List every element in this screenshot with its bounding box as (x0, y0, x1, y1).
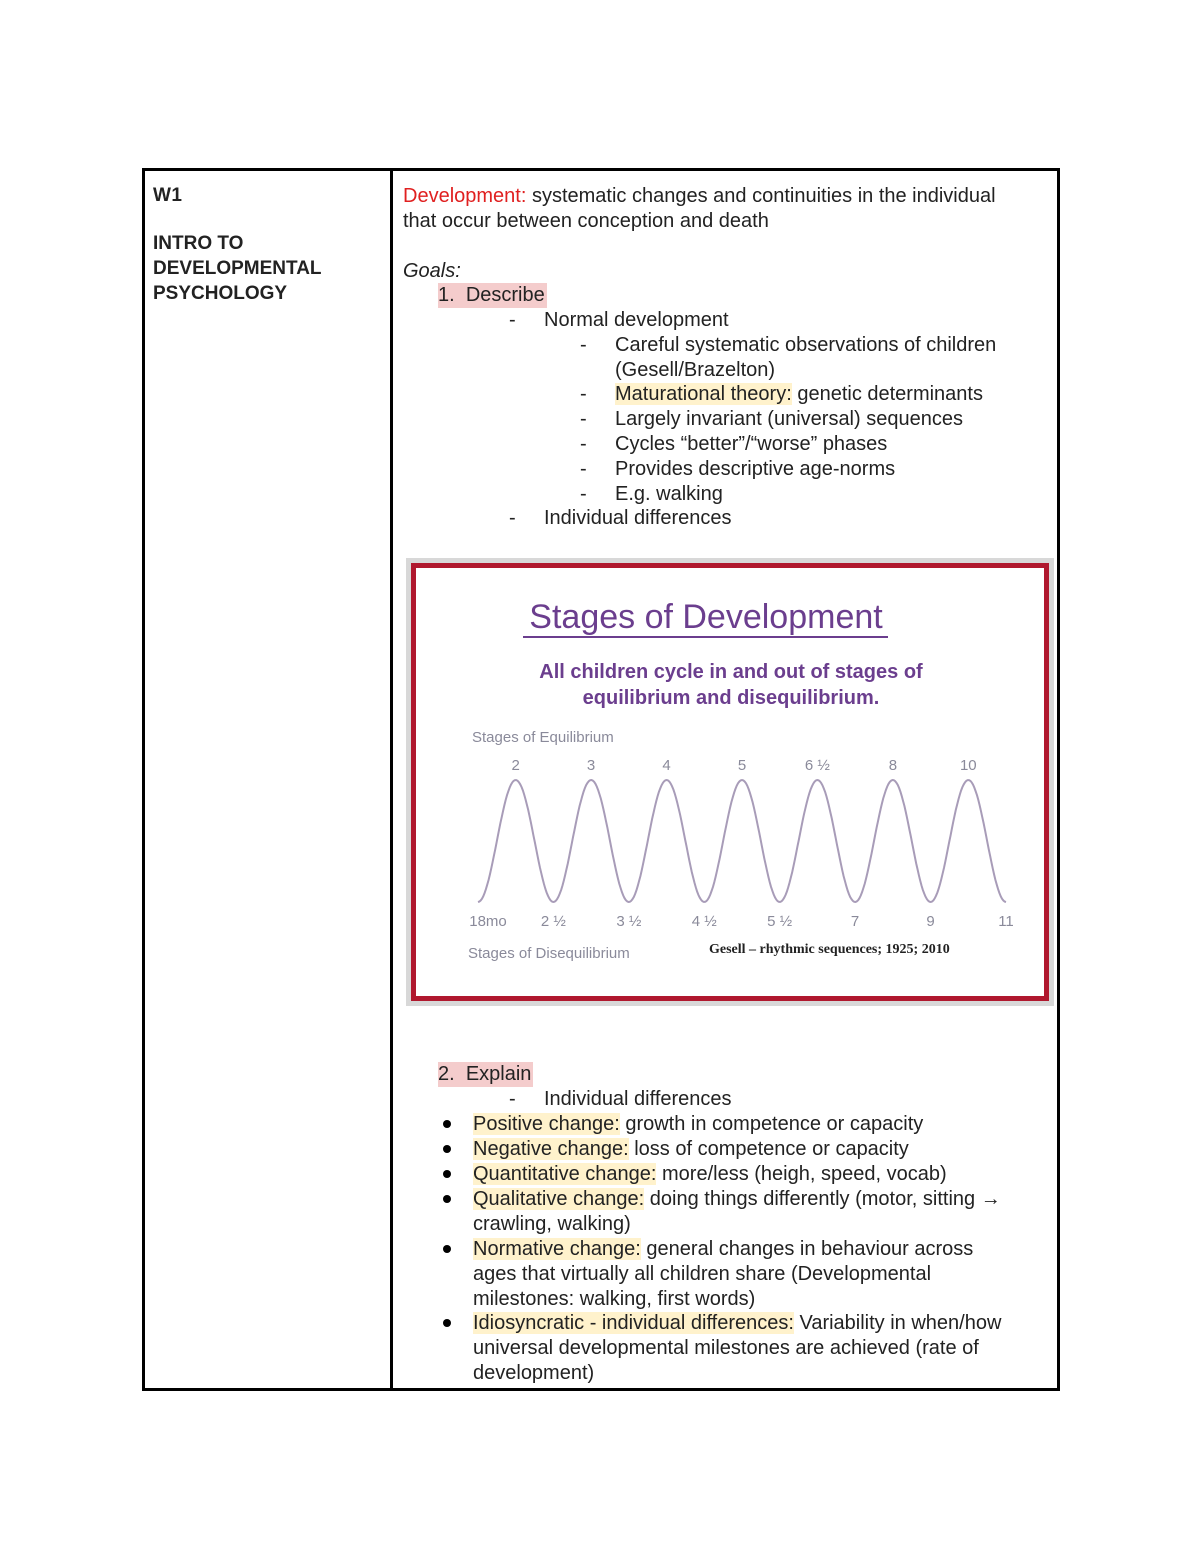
peak-age-label: 3 (586, 757, 596, 774)
equilibrium-caption: Stages of Equilibrium (472, 729, 614, 746)
bullet-dot (443, 1245, 451, 1253)
positive-text: growth in competence or capacity (619, 1113, 924, 1135)
goals-label: Goals: (403, 260, 461, 282)
peak-age-label: 4 (662, 757, 671, 774)
definition-line-1 (403, 184, 996, 209)
development-wave (478, 780, 1006, 902)
idiosyncratic-change-cont: development) (473, 1362, 595, 1384)
dash-marker: - (509, 507, 516, 529)
negative-change (473, 1137, 909, 1162)
trough-age-label: 5 ½ (767, 913, 793, 930)
negative-text: loss of competence or capacity (628, 1138, 909, 1160)
goal-label: Describe (465, 284, 545, 306)
goal-describe (438, 283, 547, 308)
bullet-dot (443, 1319, 451, 1327)
topic-cell (145, 171, 393, 1388)
careful-observations: Careful systematic observations of children (615, 334, 997, 356)
goal-explain (438, 1062, 533, 1087)
qualitative-term: Qualitative change: (473, 1188, 645, 1210)
trough-age-label: 4 ½ (691, 913, 717, 930)
bullet-dot (443, 1170, 451, 1178)
qualitative-change-cont: crawling, walking) (473, 1213, 631, 1235)
invariant-sequences: Largely invariant (universal) sequences (615, 408, 963, 430)
goal-number: 1. (438, 284, 455, 306)
normative-change-cont: ages that virtually all children share (Developmental (473, 1263, 932, 1285)
idiosyncratic-change (473, 1311, 1001, 1336)
topic-line: PSYCHOLOGY (153, 283, 288, 304)
trough-age-label: 11 (998, 913, 1014, 930)
bullet-dot (443, 1145, 451, 1153)
dash-marker: - (580, 408, 587, 430)
goal-number: 2. (438, 1063, 455, 1085)
cycles-phases: Cycles “better”/“worse” phases (615, 433, 888, 455)
notes-cell (393, 171, 1060, 1388)
dash-marker: - (580, 483, 587, 505)
figure-title: Stages of Development (529, 598, 883, 636)
normal-development: Normal development (544, 309, 729, 331)
age-norms: Provides descriptive age-norms (615, 458, 896, 480)
figure-frame (411, 563, 1049, 1001)
idiosyncratic-text: Variability in when/how (793, 1312, 1002, 1334)
trough-age-label: 2 ½ (540, 913, 566, 930)
trough-age-label: 7 (850, 913, 860, 930)
notes-table (142, 168, 1060, 1391)
idiosyncratic-term: Idiosyncratic - individual differences: (473, 1312, 794, 1334)
maturational-theory (615, 382, 983, 407)
individual-differences: Individual differences (544, 1088, 732, 1110)
maturational-term: Maturational theory: (615, 383, 792, 405)
negative-term: Negative change: (473, 1138, 629, 1160)
trough-age-label: 9 (926, 913, 935, 930)
peak-age-label: 8 (888, 757, 898, 774)
goal-label: Explain (465, 1063, 532, 1085)
disequilibrium-caption: Stages of Disequilibrium (468, 945, 630, 962)
peak-age-label: 10 (959, 757, 977, 774)
topic-title (153, 231, 382, 306)
peak-age-label: 6 ½ (804, 757, 830, 774)
bullet-dot (443, 1120, 451, 1128)
dash-marker: - (580, 334, 587, 356)
dash-marker: - (509, 1088, 516, 1110)
qualitative-change (473, 1187, 1001, 1212)
quantitative-text: more/less (heigh, speed, vocab) (656, 1163, 947, 1185)
normative-text: general changes in behaviour across (640, 1238, 974, 1260)
positive-change (473, 1112, 923, 1137)
definition-term: Development: (403, 185, 527, 207)
trough-age-label: 3 ½ (616, 913, 642, 930)
topic-line: DEVELOPMENTAL (153, 258, 322, 279)
dash-marker: - (509, 309, 516, 331)
quantitative-change (473, 1162, 947, 1187)
normative-term: Normative change: (473, 1238, 641, 1260)
dash-marker: - (580, 433, 587, 455)
qualitative-text: doing things differently (motor, sitting → (644, 1188, 1001, 1210)
bullet-dot (443, 1195, 451, 1203)
peak-age-label: 2 (511, 757, 520, 774)
topic-line: INTRO TO (153, 233, 244, 254)
trough-labels (469, 913, 1014, 930)
example-walking: E.g. walking (615, 483, 723, 505)
peak-labels (512, 757, 977, 774)
citation: Gesell – rhythmic sequences; 1925; 2010 (709, 942, 950, 957)
quantitative-term: Quantitative change: (473, 1163, 657, 1185)
normative-change (473, 1237, 973, 1262)
stages-chart (416, 568, 1044, 996)
figure-subtitle-line: All children cycle in and out of stages of (539, 661, 923, 683)
trough-age-label: 18mo (469, 913, 507, 930)
dash-marker: - (580, 458, 587, 480)
peak-age-label: 5 (737, 757, 747, 774)
dash-marker: - (580, 383, 587, 405)
figure-subtitle-line: equilibrium and disequilibrium. (582, 687, 880, 709)
stages-figure (406, 558, 1054, 1006)
definition-line-2: that occur between conception and death (403, 210, 769, 232)
week-label: W1 (153, 185, 183, 206)
definition-text: systematic changes and continuities in the individual (526, 185, 996, 207)
idiosyncratic-change-cont: universal developmental milestones are achieved (rate of (473, 1337, 979, 1359)
normative-change-cont: milestones: walking, first words) (473, 1288, 756, 1310)
individual-differences: Individual differences (544, 507, 732, 529)
maturational-text: genetic determinants (791, 383, 983, 405)
positive-term: Positive change: (473, 1113, 620, 1135)
careful-observations-cont: (Gesell/Brazelton) (615, 359, 776, 381)
